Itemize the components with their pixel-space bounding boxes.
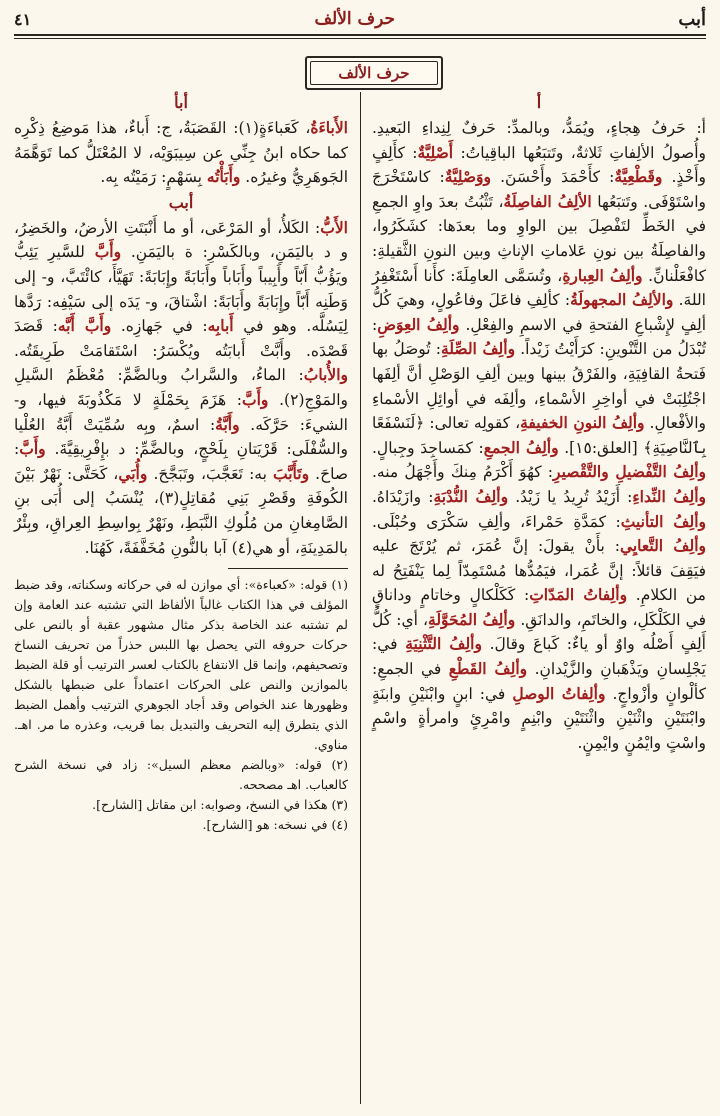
definition-text: : في جَهازِه. <box>111 317 208 336</box>
headword: وأَبَّ <box>242 389 269 409</box>
headword: أَبابِه <box>207 316 234 336</box>
headword: وأَبَّ أَبَّه <box>57 316 112 336</box>
definition-text: : كأَلِفٍ وأَخْذٍ. <box>372 143 706 187</box>
headword: الألِفُ الفاصِلَةُ <box>503 191 592 211</box>
headword: وتَأَبَّبَ <box>273 463 310 483</box>
definition-text: : قَصَدَ قَصْدَه. وأَبَّتْ أَبابَتُه ويُكْسَرُ: اسْتَقامَتْ طَرِيقَتُه. <box>14 317 348 360</box>
entry-heading-abb: أبب <box>168 192 194 212</box>
headword: وألِفُ العِوَضِ <box>377 314 460 334</box>
headword: الأَبُّ <box>320 217 348 237</box>
definition-text: : تُبْدَلُ من التَّنْوينِ: كرَأَيْتُ زَيْداً. <box>372 315 707 359</box>
definition-text: آبا بالنُّونِ مُخَفَّفَةً، كَهُنَا. <box>84 538 232 557</box>
footnote: (١) قوله: «كعباءة»: أي موازن له في حركاته وسكناته، وقد ضبط المؤلف في هذا الكتاب غالباً الألفاظ التي تشتبه عند العامة وإن لم تشتبه عند الخاصة بذكر مثال مشهور عقبة أو بالنص على حركات حروفه التي يحصل بها اللبس حذراً من تحريف النساخ وتصحيفهم، وإنما قل الانتفاع بالكتاب لعسر الترتيب أو قلة الضبط بالموازين والنص على الحركات اعتماداً على ضبطها بالشكل وظهورها عند الخواص وقد أجاد الجوهري الترتيب وأهمل الضبط الذي يتطرق إليه التحريف والتبديل بما قريب، وعذره ما مر. اهـ. مناوي. <box>14 577 348 753</box>
headword: وألِفُ التَّعايِي <box>619 536 706 556</box>
headword: وأَبَأْتُه <box>206 167 241 187</box>
definition-text: ، كَعَباءَةٍ <box>258 119 311 137</box>
headword: ووَصْلِيَّةٌ <box>444 167 491 187</box>
chapter-banner <box>305 56 443 90</box>
headword: وأَبَّ <box>19 439 46 459</box>
headword: وألِفُ النونِ الخفيفةِ <box>520 413 645 433</box>
entry-body-alif <box>372 116 706 755</box>
definition-text: : كألِفِ فاعَلَ وفاعُولٍ، وهيَ كُلُّ ألِفٍ لإِشْباعِ الفتحةِ في الاسمِ والفِعْلِ. <box>372 291 707 334</box>
definition-text: : كَكَلْكالٍ وخاتامٍ وداناقٍ في الكَلْكَلِ، والخاتَمِ، والدانَقِ. <box>372 586 707 629</box>
headword: وأَبَّةُ <box>215 414 240 434</box>
headword: وقَطْعِيَّةٌ <box>614 167 663 187</box>
definition-text: في: يَجْلِسانِ ويَذْهَبانِ والزَّيْدانِ. <box>372 635 706 679</box>
definition-text: : اسمٌ، وبِه سُمِّيَتْ أَبَّةُ العُلْيا والسُّفْلَى: قَرْيَتانِ بِلَحْجٍ، وبالضَّمِّ: د بإِفْرِيقِيَّةَ. <box>14 415 348 459</box>
headword: وألِفُ التَّثْنِيَةِ <box>405 634 482 654</box>
definition-text: للسَّيرِ يَئِبُّ ويَؤُبُّ أَبّاً وأَبِيباً وأَبَاباً وأَبَابَةً وإِبَابَةً: تَهَيَّأَ، كائْتَبَّ، و- إلى وَطَنِه أَبّاً وإِبَابَةً وأَبَابَةً: اشْتاقَ، و- يَدَه إلى سَيْفِه: رَدَّها لِيَسُلَّه. وهو في <box>14 243 349 336</box>
definition-text: بِسَهْمٍ: رَمَيْتُه بِه. <box>100 168 207 187</box>
headword: وأُبَي <box>118 463 148 483</box>
headword: وألِفاتُ الوصلِ <box>512 683 606 703</box>
definition-text: : تُوصَلُ بها فَتحةُ القافِيَةِ، والفَرْقُ بينها وبين ألِفِ الوَصْلِ أنَّ ألِفَها اجْتُلِبَتْ في أواخِرِ الأسْماءِ، وألِفَه في أوائِلِ الأسْماءِ والأفْعالِ. <box>372 340 706 433</box>
entry-heading-aba: أبأ <box>174 93 188 112</box>
headword: وألِفُ التَّفْضيلِ والتَّقْصيرِ <box>553 462 706 482</box>
running-header <box>14 6 706 32</box>
headword: وألِفُ المُحَوَّلَةِ <box>428 609 516 629</box>
definition-text: : هَزَمَ بِحَمْلَةٍ لا مَكْذُوبَةَ فيها، و- الشيءَ: حَرَّكَه. <box>14 390 348 434</box>
headword: وألِفاتُ المَدّاتِ <box>529 585 628 605</box>
headword: وأَبَّ <box>94 242 122 262</box>
headword: وألِفُ النِّداءِ <box>632 486 706 506</box>
definition-text: في: ابنٍ وابْنَيْنِ وابنَةٍ وابْنَتَيْنِ واثْنَيْنِ واثْنَتَيْنِ وابْنِمٍ وامْرِئٍ وامرأةٍ واسْمٍ واسْتٍ وايْمُنٍ وايْمِنٍ. <box>372 684 706 752</box>
entry-heading-alif: أ <box>536 93 542 112</box>
headword: الأَباءَةُ <box>310 118 348 137</box>
footnote-ref: (٢) <box>284 390 305 409</box>
headword: أَصْلِيَّةٌ <box>417 142 454 162</box>
definition-text: : الماءُ، والسَّرابُ وبالضَّمِّ: مُعْظَمُ السَّيلِ والمَوْجِ <box>14 366 348 409</box>
definition-text: : القَصَبَةُ، ج: أَباءٌ، هذا مَوضِعُ ذِكْرِه كما حكاه ابنُ جِنِّي عن سِيبَوَيْه، لا المُعْتَلُّ كما تَوَهَّمَهُ الجَوهَرِيُّ وغيرُه. <box>14 119 348 187</box>
header-chapter-title: حرف الألف <box>314 9 396 29</box>
headword: وألِفُ القَطْعِ <box>448 659 528 679</box>
footnote-ref: (٣) <box>158 489 180 508</box>
footnote-rule <box>228 568 348 569</box>
definition-text: أ: حَرفُ هِجاءٍ، ويُمَدُّ، وبالمدِّ: حَرفٌ لِنِداءِ البَعيدِ. وأُصولُ الألِفاتِ ثَلاثةٌ، وتَتبَعُها الباقِياتُ: <box>372 119 706 162</box>
definition-text: : كمَدَّةِ حَمْراءَ، وألِفِ سَكْرَى وحُبْلَى. <box>372 512 621 531</box>
header-root-word: أبب <box>678 8 706 30</box>
chapter-banner-label: حرف الألف <box>338 64 410 82</box>
footnote-ref: (١) <box>238 119 259 137</box>
page-number: ٤١ <box>14 9 32 29</box>
headword: وألِفُ الصِّلَةِ <box>440 339 516 359</box>
headword: وألِفُ النُّدْبَةِ <box>433 486 509 506</box>
definition-text: ، كَحَتَّى: نَهْرٌ بَيْنَ الكُوفَةِ وقَصْرِ بَنِي مُقاتِلٍ <box>14 464 348 508</box>
definition-text: . <box>268 390 285 409</box>
definition-text: به: تَعَجَّبَ، وتَبَجَّحَ. <box>147 464 274 483</box>
footnotes <box>14 575 348 835</box>
headword: وألِفُ العِبارةِ <box>562 265 643 285</box>
footnote: (٤) في نسخه: هو [الشارح]. <box>202 817 348 833</box>
definition-text: : بأَنْ يقولَ: إنَّ عُمَرَ، ثم يُرْتَجَ عليه فيَقِفَ قائلاً: إنَّ عُمَرا، فيَمُدُّها مُسْتَمِدّاً لِما يَنْفَتِحُ له من الكلامِ. <box>372 537 706 605</box>
entry-body-aba <box>14 116 348 190</box>
headword: وألِفُ الجمعِ <box>483 437 559 457</box>
footnote: (٢) قوله: «وبالضم معظم السيل»: زاد في نسخة الشرح كالعباب. اهـ مصححه. <box>14 757 348 793</box>
definition-text: ، أي: كُلُّ أَلِفٍ أَصْلُه واوٌ أو ياءٌ: كَباعَ وقالَ. <box>372 610 706 654</box>
definition-text: : وازَيْدَاهُ. <box>372 487 434 506</box>
definition-text: : كمَساجِدَ وجِبالٍ. <box>372 438 484 457</box>
definition-text: ، تَثْبُتُ بعدَ واوِ الجمعِ في الخَطِّ لتَفْصِلَ بين الواوِ وما بعدَها: كشَكَرُوا، والفاصِلَةُ بين نونِ عَلاماتِ الإناثِ وبين النونِ الثَّقيلةِ: كافْعَلْنانِّ. <box>372 192 706 285</box>
left-column <box>14 92 348 835</box>
headword: والألِفُ المجهولَةُ <box>570 290 674 310</box>
column-divider <box>360 92 361 1104</box>
entry-body-abb <box>14 216 348 560</box>
footnote-ref: (٤) <box>231 538 253 557</box>
headword: والأُبابُ <box>303 365 348 385</box>
definition-text: : كهُوَ أَكْرَمُ مِنكَ وأَجْهَلُ منه. <box>372 463 554 482</box>
definition-text: : كاسْتَخْرَجَ واسْتَوْفَى. وتَتبَعُها <box>372 168 706 211</box>
footnote: (٣) هكذا في النسخ، وصوابه: ابن مقاتل [الشارح]. <box>92 797 348 813</box>
headword: وألِفُ التأنيثِ <box>620 511 706 531</box>
definition-text: : الكَلأُ، أو المَرْعَى، أو ما أَنْبَتَتِ الأرضُ، والخَضِرُ، و د باليَمَنِ، وبالكَسْرِ: ة باليَمَنِ. <box>14 218 348 262</box>
definition-text: : كأَحْمَدَ وأَحْسَنَ. <box>490 168 615 187</box>
definition-text: ، كقولِه تعالى: ﴿لَنَسْفَعًا بِٱلنَّاصِيَةِ﴾ [العلق:١٥]. <box>372 414 707 457</box>
definition-text: : أَزَيْدُ تُرِيدُ يا زَيْدُ. <box>508 487 633 506</box>
definition-text: ، يُنْسَبُ إلى أُبَى بنِ الصَّامِغانِ من مُلُوكِ النَّبَطِ، ونَهْرٌ بِواسِطِ العِراقِ، وبِئْرٌ بالمَدِينَةِ، أو هي <box>14 489 348 557</box>
right-column <box>372 92 706 755</box>
definition-text: ، وتُسَمَّى العامِلَةَ: كأَنا أَسْتَغْفِرُ اللهَ. <box>372 266 706 310</box>
definition-text: : صاحَ. <box>14 440 348 483</box>
header-rule <box>14 34 706 39</box>
definition-text: في الجمعِ: كألْوانٍ وأزْواجٍ. <box>372 660 706 703</box>
